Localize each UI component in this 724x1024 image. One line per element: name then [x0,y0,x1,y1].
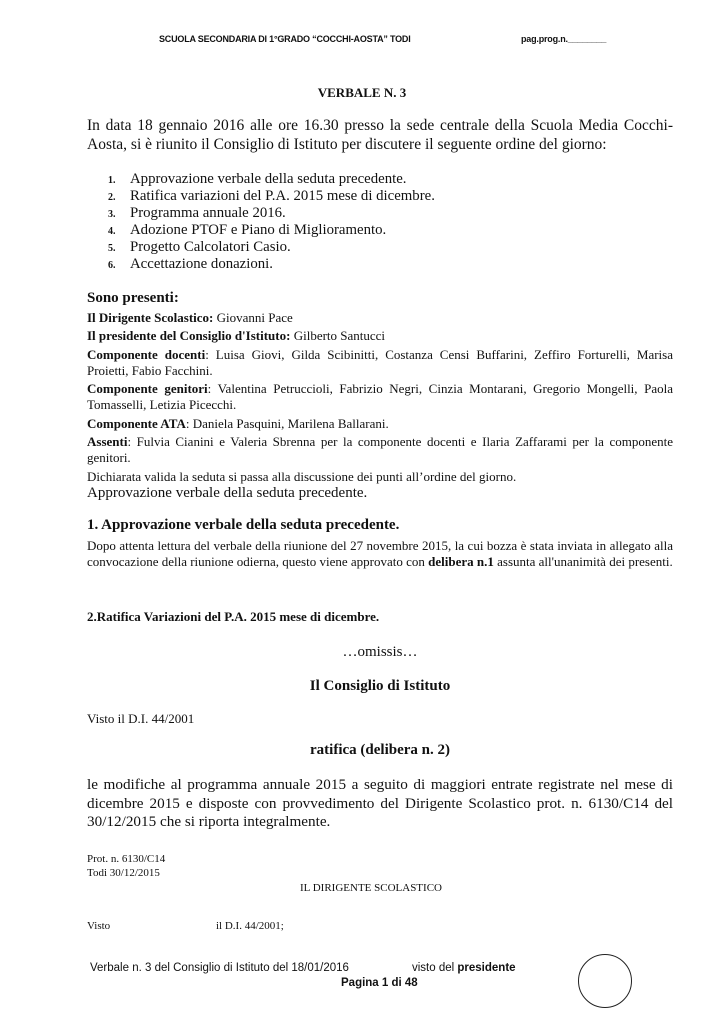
presidente-line [87,328,673,344]
visto-line: Visto il D.I. 44/2001 [87,711,195,726]
agenda-item [87,188,673,205]
prot-number: Prot. n. 6130/C14 [87,853,166,865]
agenda-item [87,171,673,188]
genitori-value: : Valentina Petruccioli, Fabrizio Negri, Cinzia Montarani, Gregorio Mongelli, Paola Tomasselli, Letizia Picecchi. [87,381,673,412]
docenti-label: Componente docenti [87,347,206,362]
footer-visto-label: visto del [412,962,458,974]
dirigente-value: Giovanni Pace [213,310,293,325]
ratifica-heading: ratifica (delibera n. 2) [310,742,450,758]
genitori-line [87,381,673,412]
section-1-text-before: Dopo attenta lettura del verbale della riunione del 27 novembre 2015, la cui bozza è stata inviata in allegato alla convocazione della riunione odierna, questo viene approvato con [87,538,673,569]
agenda-item-number: 4. [108,226,116,237]
ata-line [87,416,673,432]
agenda-item-text: Programma annuale 2016. [130,205,286,221]
modifiche-paragraph: le modifiche al programma annuale 2015 a seguito di maggiori entrate registrate nel mese di dicembre 2015 e disposte con provvedimento del Dirigente Scolastico prot. n. 6130/C14 del 30/12/2015 che si riporta integralmente. [87,776,673,830]
dirigente-label: Il Dirigente Scolastico: [87,310,214,325]
dirigente-line [87,310,673,326]
section-2-title: 2.Ratifica Variazioni del P.A. 2015 mese di dicembre. [87,609,380,624]
agenda-item-number: 1. [108,175,116,186]
agenda-item-text: Ratifica variazioni del P.A. 2015 mese di dicembre. [130,188,435,204]
section-1-text [87,538,673,569]
assenti-label: Assenti [87,434,128,449]
agenda-item [87,205,673,222]
todi-date: Todi 30/12/2015 [87,867,160,879]
agenda-item-text: Progetto Calcolatori Casio. [130,239,291,255]
dichiarata-line: Dichiarata valida la seduta si passa alla discussione dei punti all’ordine del giorno. [87,469,517,484]
section-1-title: 1. Approvazione verbale della seduta precedente. [87,517,400,533]
document-title: VERBALE N. 3 [317,85,407,100]
agenda-item-number: 6. [108,260,116,271]
section-1-text-after: assunta all'unanimità dei presenti. [493,553,673,569]
stamp-circle [578,954,632,1008]
assenti-value: : Fulvia Cianini e Valeria Sbrenna per la componente docenti e Ilaria Zaffarami per la componente genitori. [87,434,673,465]
school-header: SCUOLA SECONDARIA DI 1°GRADO “COCCHI-AOSTA” TODI [159,34,411,44]
agenda-item-text: Adozione PTOF e Piano di Miglioramento. [130,222,387,238]
footer-visto [412,962,516,974]
ata-value: : Daniela Pasquini, Marilena Ballarani. [185,416,389,431]
consiglio-heading: Il Consiglio di Istituto [309,678,451,694]
footer-presidente: presidente [457,962,516,974]
page-progressive-number: pag.prog.n.________ [521,34,607,44]
omissis: …omissis… [342,644,418,660]
visto-value: il D.I. 44/2001; [216,920,284,932]
agenda-list [87,171,673,273]
genitori-label: Componente genitori [87,381,208,396]
presenti-heading: Sono presenti: [87,290,179,306]
agenda-item-number: 5. [108,243,116,254]
presidente-label: Il presidente del Consiglio d'Istituto: [87,328,291,343]
agenda-item-number: 2. [108,192,116,203]
agenda-item-number: 3. [108,209,116,220]
agenda-item [87,256,673,273]
agenda-item-text: Accettazione donazioni. [130,256,273,272]
delibera-1: delibera n.1 [428,553,494,569]
dirigente-signature-label: IL DIRIGENTE SCOLASTICO [300,882,442,894]
approvazione-line: Approvazione verbale della seduta precedente. [87,485,368,501]
agenda-item-text: Approvazione verbale della seduta precedente. [130,171,407,187]
visto-label: Visto [87,920,111,932]
agenda-item [87,222,673,239]
assenti-line [87,434,673,465]
presidente-value: Gilberto Santucci [290,328,386,343]
docenti-value: : Luisa Giovi, Gilda Scibinitti, Costanza Censi Buffarini, Zeffiro Forturelli, Marisa Proietti, Fabio Facchini. [87,347,673,378]
footer-page-number: Pagina 1 di 48 [341,977,418,989]
agenda-item [87,239,673,256]
docenti-line [87,347,673,378]
footer-verbale: Verbale n. 3 del Consiglio di Istituto del 18/01/2016 [90,962,349,974]
intro-paragraph: In data 18 gennaio 2016 alle ore 16.30 presso la sede centrale della Scuola Media Cocchi-Aosta, si è riunito il Consiglio di Istituto per discutere il seguente ordine del giorno: [87,117,673,153]
ata-label: Componente ATA [87,416,186,431]
